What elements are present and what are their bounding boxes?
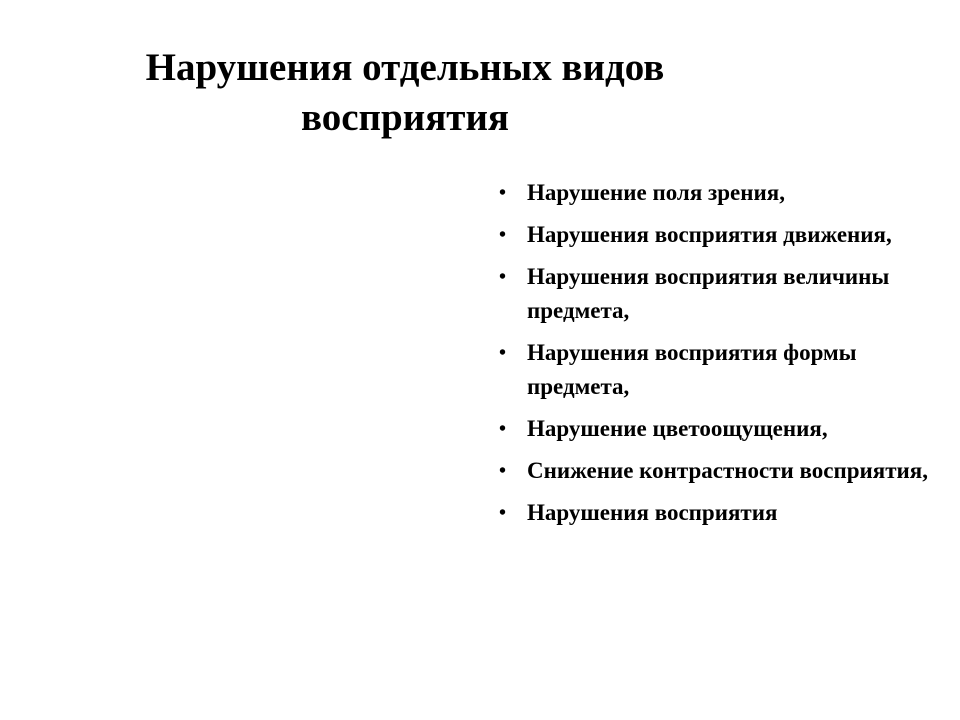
- bullet-item-motion: [497, 218, 937, 252]
- bullet-icon: •: [499, 418, 507, 440]
- bullet-text: Нарушения восприятия формы предмета,: [527, 340, 857, 399]
- bullet-item-contrast: [497, 454, 937, 488]
- bullet-icon: •: [499, 266, 507, 288]
- bullet-text: Снижение контрастности восприятия,: [527, 458, 928, 483]
- bullet-icon: •: [499, 182, 507, 204]
- bullet-icon: •: [499, 502, 507, 524]
- bullet-icon: •: [499, 460, 507, 482]
- bullet-icon: •: [499, 224, 507, 246]
- bullet-icon: •: [499, 342, 507, 364]
- bullet-item-shape: [497, 336, 937, 404]
- bullet-item-perception: [497, 496, 937, 530]
- bullet-item-field-of-vision: [497, 176, 937, 210]
- bullet-text: Нарушения восприятия движения,: [527, 222, 892, 247]
- bullet-text: Нарушение поля зрения,: [527, 180, 785, 205]
- bullet-text: Нарушение цветоощущения,: [527, 416, 828, 441]
- bullet-list: [497, 176, 937, 538]
- bullet-item-size: [497, 260, 937, 328]
- title-line-1: Нарушения отдельных видов: [145, 46, 665, 89]
- slide-title: [90, 43, 720, 143]
- bullet-item-color: [497, 412, 937, 446]
- title-line-2: восприятия: [300, 96, 510, 139]
- bullet-text: Нарушения восприятия величины предмета,: [527, 264, 890, 323]
- bullet-text: Нарушения восприятия: [527, 500, 778, 525]
